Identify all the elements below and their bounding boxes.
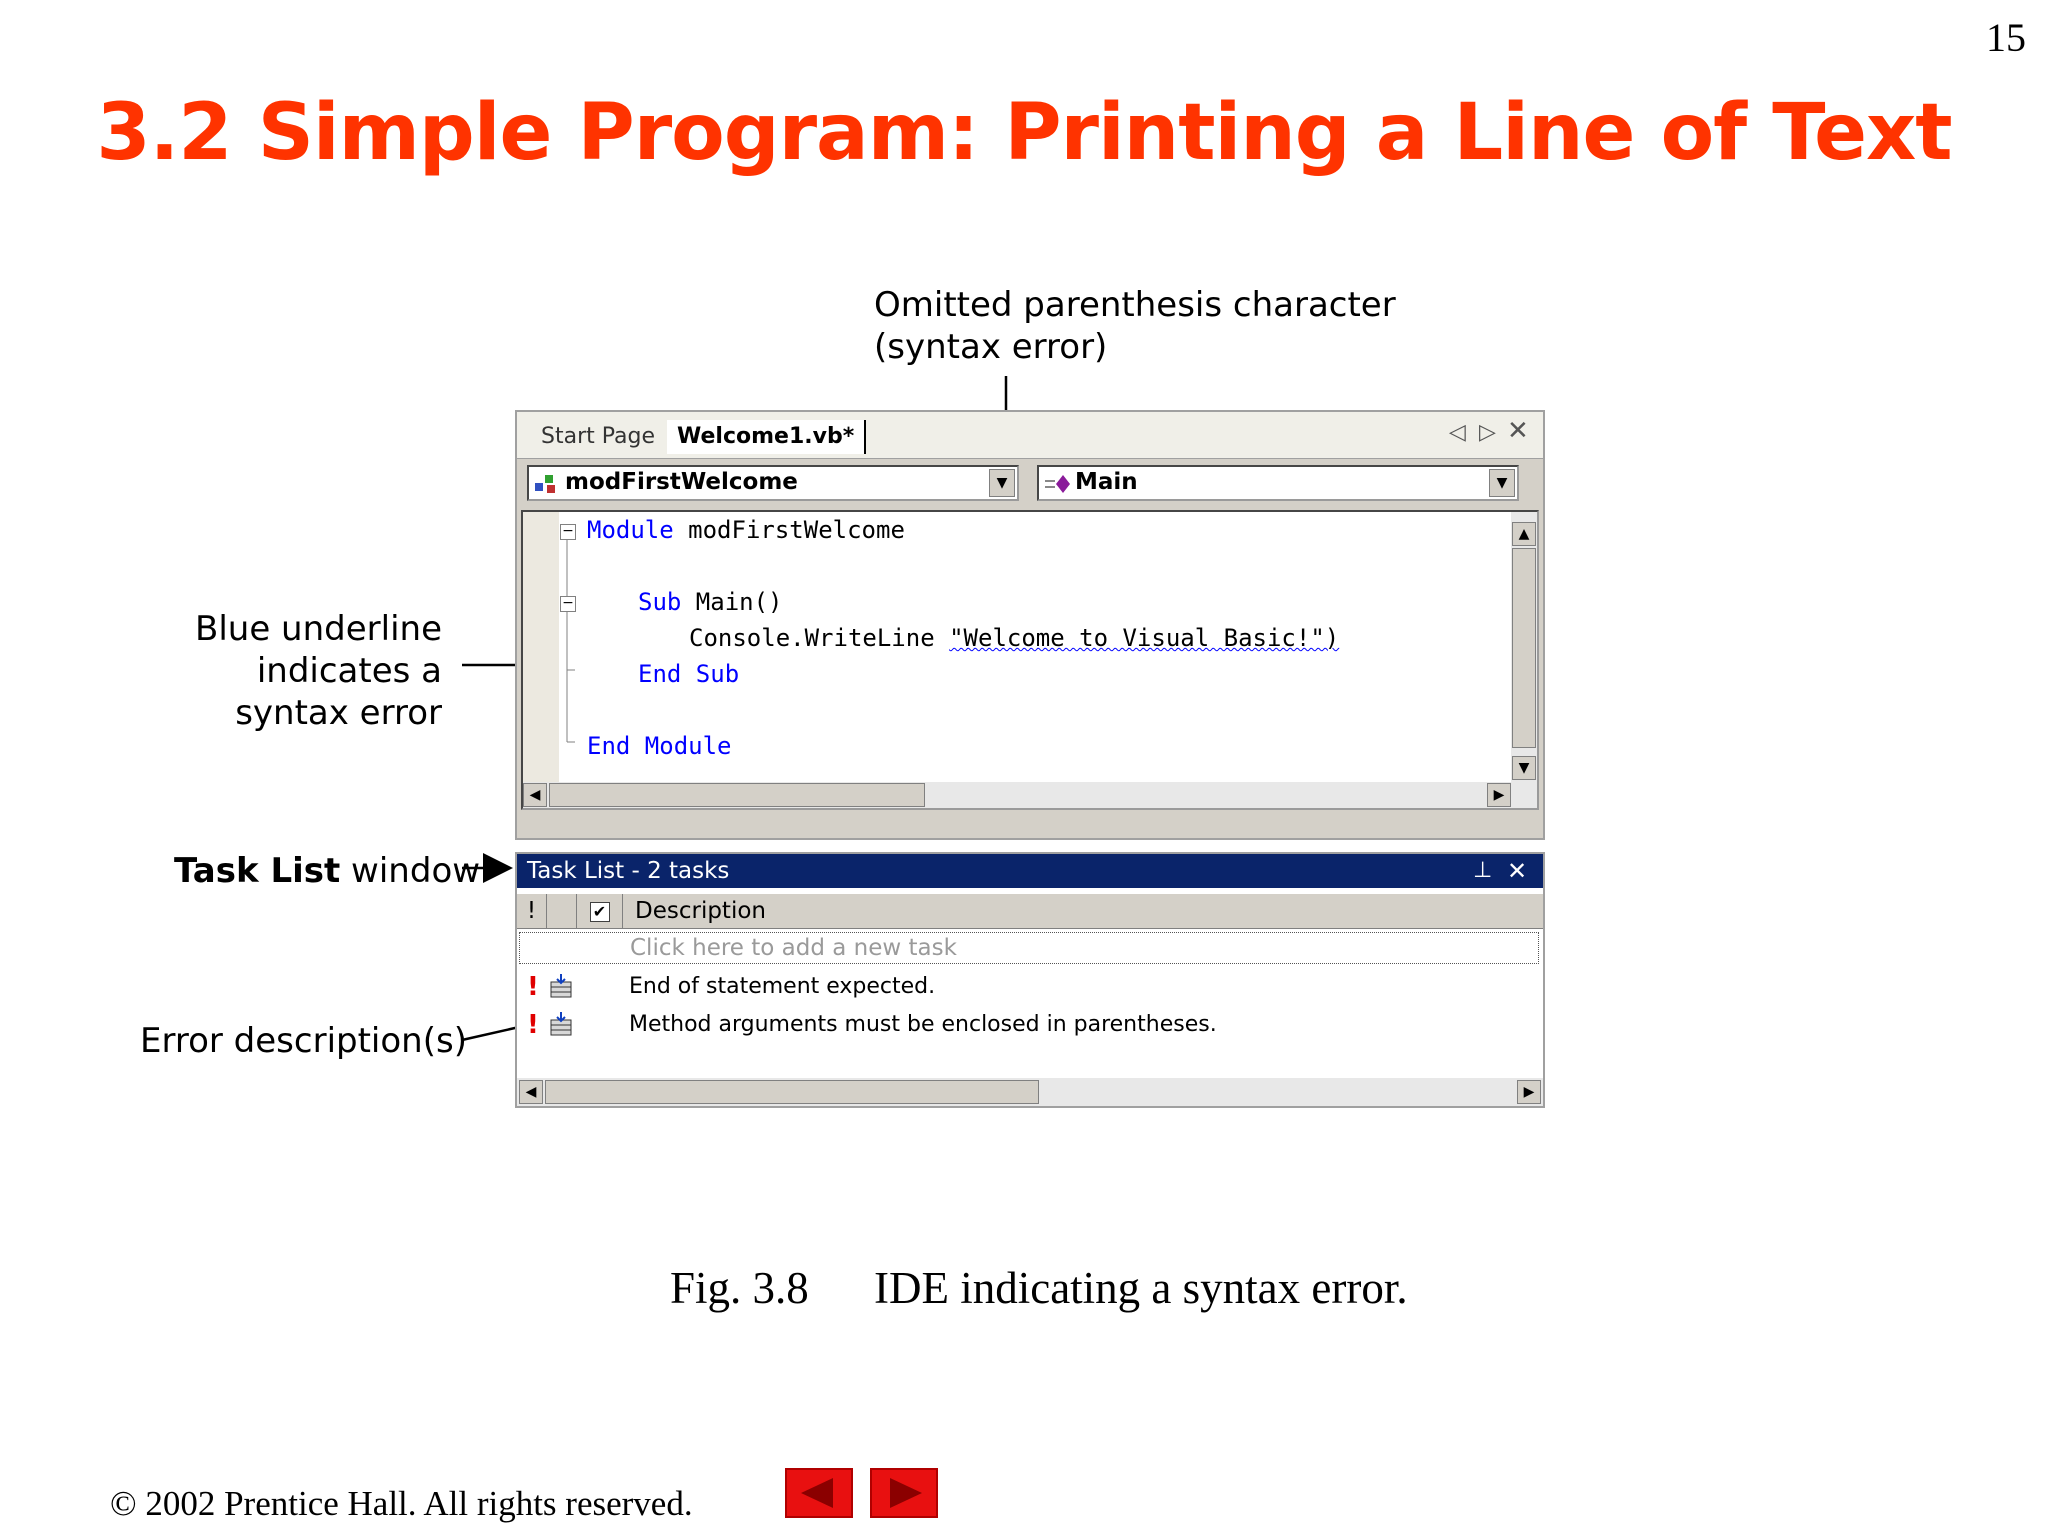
task-list-window — [515, 852, 1545, 1108]
task-description: End of statement expected. — [629, 974, 936, 999]
build-error-icon — [547, 1012, 575, 1038]
module-name: modFirstWelcome — [673, 516, 905, 544]
method-dropdown-value: Main — [1075, 469, 1138, 495]
callout-blue-line2: indicates a — [256, 651, 442, 691]
chevron-down-icon[interactable]: ▼ — [989, 469, 1015, 497]
add-task-row[interactable]: Click here to add a new task — [519, 932, 1539, 964]
build-error-icon — [547, 974, 575, 1000]
header-priority[interactable]: ! — [517, 894, 547, 928]
previous-slide-button[interactable] — [785, 1468, 853, 1518]
callout-omitted-line2: (syntax error) — [874, 327, 1108, 367]
collapse-sub-icon[interactable]: − — [560, 596, 576, 612]
header-checkbox[interactable] — [577, 894, 623, 928]
editor-horizontal-scrollbar[interactable] — [523, 782, 1511, 808]
task-list-title: Task List - 2 tasks — [527, 858, 730, 884]
code-line-end-module: End Module — [587, 732, 732, 760]
horizontal-scroll-thumb[interactable] — [549, 783, 925, 807]
writeline-call: Console.WriteLine — [689, 624, 950, 652]
next-slide-button[interactable] — [870, 1468, 938, 1518]
callout-blue-line1: Blue underline — [195, 609, 442, 649]
scroll-left-icon[interactable]: ◁ — [1449, 420, 1466, 445]
tab-welcome1-vb[interactable]: Welcome1.vb* — [667, 420, 866, 454]
horizontal-scroll-thumb[interactable] — [545, 1080, 1039, 1104]
slide-title: 3.2 Simple Program: Printing a Line of Text — [96, 88, 1952, 178]
task-row[interactable] — [517, 1006, 1543, 1044]
scroll-up-icon[interactable]: ▲ — [1512, 522, 1536, 546]
scroll-left-arrow-icon[interactable]: ◀ — [523, 783, 547, 807]
code-line-module — [587, 516, 905, 544]
task-row[interactable] — [517, 968, 1543, 1006]
figure-caption: IDE indicating a syntax error. — [874, 1263, 1408, 1313]
copyright-notice: © 2002 Prentice Hall. All rights reserved. — [110, 1484, 693, 1523]
editor-vertical-scrollbar[interactable] — [1511, 512, 1537, 808]
keyword-sub: Sub — [638, 588, 682, 616]
header-description[interactable]: Description — [635, 898, 766, 924]
checkbox-icon[interactable]: ✔ — [590, 902, 610, 922]
slide-number: 15 — [1986, 15, 2026, 60]
module-dropdown-value: modFirstWelcome — [565, 469, 798, 495]
collapse-module-icon[interactable]: − — [560, 524, 576, 540]
task-list-titlebar — [517, 854, 1543, 888]
syntax-error-underline[interactable]: "Welcome to Visual Basic!") — [949, 624, 1340, 652]
outline-guides — [559, 512, 583, 808]
task-list-header — [517, 894, 1543, 929]
editor-combo-bar — [517, 459, 1543, 507]
sub-name: Main() — [681, 588, 783, 616]
close-icon[interactable]: ✕ — [1507, 857, 1528, 885]
callout-omitted-line1: Omitted parenthesis character — [874, 285, 1396, 325]
code-editor[interactable] — [521, 510, 1539, 810]
chevron-down-icon[interactable]: ▼ — [1489, 469, 1515, 497]
editor-tab-bar — [517, 412, 1543, 459]
scroll-right-icon[interactable]: ▷ — [1479, 420, 1496, 445]
code-line-end-sub: End Sub — [638, 660, 740, 688]
tab-start-page[interactable]: Start Page — [541, 424, 655, 449]
scroll-right-arrow-icon[interactable]: ▶ — [1517, 1080, 1541, 1104]
scroll-right-arrow-icon[interactable]: ▶ — [1487, 783, 1511, 807]
code-line-sub — [638, 588, 783, 616]
method-dropdown[interactable] — [1037, 465, 1519, 501]
module-icon — [533, 471, 559, 495]
header-category[interactable] — [547, 894, 577, 928]
callout-error-description: Error description(s) — [140, 1021, 467, 1061]
arrow-left-icon — [787, 1470, 851, 1516]
error-priority-icon: ! — [527, 1010, 539, 1040]
close-icon[interactable]: ✕ — [1507, 416, 1529, 446]
module-dropdown[interactable] — [527, 465, 1019, 501]
editor-gutter — [523, 512, 559, 808]
scroll-left-arrow-icon[interactable]: ◀ — [519, 1080, 543, 1104]
method-icon — [1043, 473, 1071, 495]
callout-task-list-rest: window — [340, 851, 481, 891]
arrow-right-icon — [872, 1470, 936, 1516]
task-list-horizontal-scrollbar[interactable] — [517, 1078, 1543, 1106]
callout-blue-line3: syntax error — [235, 693, 442, 733]
code-line-writeline — [689, 624, 1339, 652]
error-priority-icon: ! — [527, 972, 539, 1002]
callout-task-list-bold: Task List — [174, 851, 341, 891]
keyword-module: Module — [587, 516, 674, 544]
scroll-down-icon[interactable]: ▼ — [1512, 756, 1536, 780]
figure-number: Fig. 3.8 — [670, 1263, 809, 1313]
vertical-scroll-thumb[interactable] — [1512, 548, 1536, 748]
ide-editor-window — [515, 410, 1545, 840]
task-description: Method arguments must be enclosed in parentheses. — [629, 1012, 1217, 1037]
pin-icon[interactable]: ⊥ — [1473, 858, 1493, 883]
